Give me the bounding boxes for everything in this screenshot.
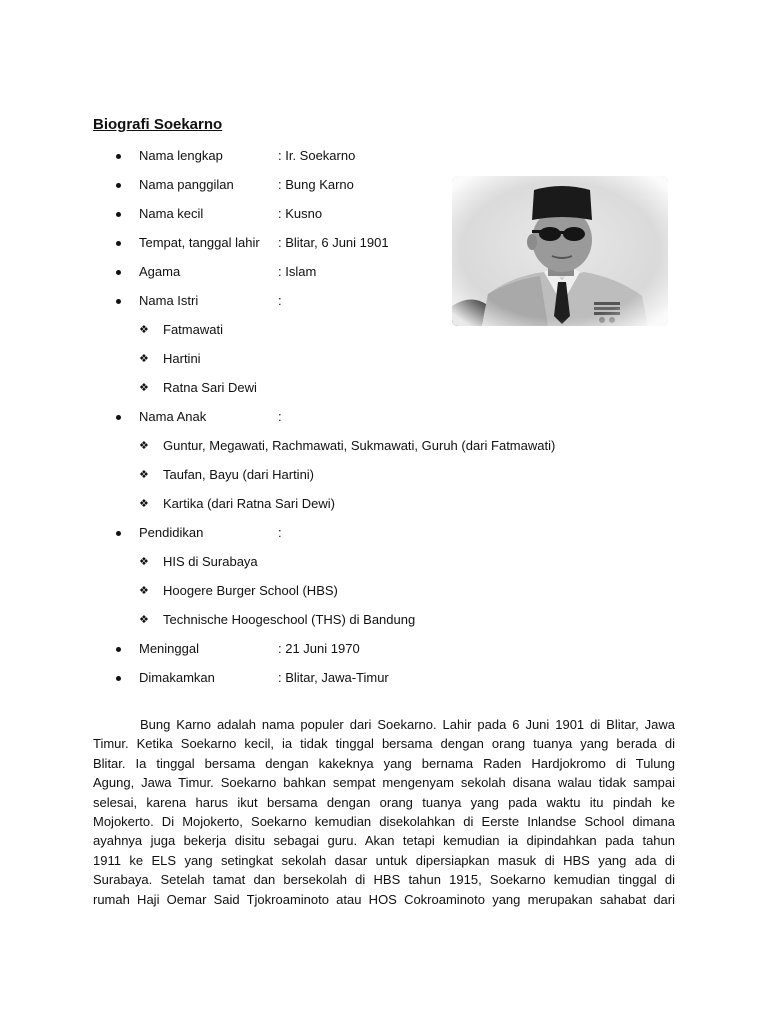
paragraph-line: ayahnya juga bekerja disitu sebagai guru. Akan tetapi kemudian ia dipindahkan pada tahun: [93, 833, 675, 849]
diamond-bullet-icon: ❖: [139, 440, 149, 452]
paragraph-line: Surabaya. Setelah tamat dan bersekolah di HBS tahun 1915, Soekarno kemudian tinggal di: [93, 872, 675, 888]
bullet-icon: [116, 647, 121, 652]
paragraph-line: selesai, karena harus ikut bersama dengan orang tuanya yang pada waktu itu pindah ke: [93, 794, 675, 810]
paragraph-line: Agung, Jawa Timur. Soekarno bahkan sempat mengenyam sekolah disana walau tidak sampai: [93, 775, 675, 791]
diamond-bullet-icon: ❖: [139, 556, 149, 568]
sub-item-text: Taufan, Bayu (dari Hartini): [163, 467, 315, 482]
bullet-icon: [116, 415, 121, 420]
item-label: Nama panggilan: [139, 177, 234, 192]
sub-item: [0, 465, 768, 485]
bullet-icon: [116, 241, 121, 246]
item-value: : Blitar, Jawa-Timur: [278, 670, 389, 685]
sub-item: [0, 494, 768, 514]
diamond-bullet-icon: ❖: [139, 324, 149, 336]
bullet-icon: [116, 183, 121, 188]
item-value: :: [278, 525, 282, 540]
body-paragraph: [93, 715, 675, 909]
item-label: Tempat, tanggal lahir: [139, 235, 260, 250]
item-label: Nama Anak: [139, 409, 207, 424]
item-row: [0, 407, 768, 427]
sub-item-text: Technische Hoogeschool (THS) di Bandung: [163, 612, 416, 627]
paragraph-line: Timur. Ketika Soekarno kecil, ia tidak tinggal bersama dengan orang tuanya yang berada di: [93, 736, 675, 752]
bullet-icon: [116, 299, 121, 304]
item-label: Dimakamkan: [139, 670, 215, 685]
sub-item: [0, 378, 768, 398]
bullet-icon: [116, 212, 121, 217]
sub-item-text: Fatmawati: [163, 322, 223, 337]
sub-item: [0, 552, 768, 572]
item-label: Meninggal: [139, 641, 199, 656]
paragraph-line: rumah Haji Oemar Said Tjokroaminoto atau HOS Cokroaminoto yang merupakan sahabat dari: [93, 891, 675, 907]
page-title: Biografi Soekarno: [93, 116, 223, 133]
item-row: [0, 639, 768, 659]
item-value: : Blitar, 6 Juni 1901: [278, 235, 389, 250]
paragraph-line: Blitar. Ia tinggal bersama dengan kakeknya yang bernama Raden Hardjokromo di Tulung: [93, 755, 675, 771]
portrait-photo: [452, 176, 668, 326]
sub-item: [0, 349, 768, 369]
item-value: :: [278, 409, 282, 424]
sub-item-text: HIS di Surabaya: [163, 554, 258, 569]
bullet-icon: [116, 154, 121, 159]
diamond-bullet-icon: ❖: [139, 469, 149, 481]
diamond-bullet-icon: ❖: [139, 382, 149, 394]
sub-item-text: Hartini: [163, 351, 201, 366]
sub-item: [0, 436, 768, 456]
item-label: Nama kecil: [139, 206, 204, 221]
item-value: : Bung Karno: [278, 177, 354, 192]
sub-item: [0, 581, 768, 601]
sub-item-text: Kartika (dari Ratna Sari Dewi): [163, 496, 335, 511]
diamond-bullet-icon: ❖: [139, 585, 149, 597]
item-label: Agama: [139, 264, 181, 279]
item-value: : Kusno: [278, 206, 323, 221]
item-label: Nama Istri: [139, 293, 199, 308]
item-label: Pendidikan: [139, 525, 204, 540]
sub-item-text: Ratna Sari Dewi: [163, 380, 257, 395]
item-row: [0, 523, 768, 543]
portrait-illustration: [452, 176, 668, 326]
paragraph-line: 1911 ke ELS yang setingkat sekolah dasar untuk dipersiapkan masuk di HBS yang ada di: [93, 852, 675, 868]
item-value: : Islam: [278, 264, 317, 279]
paragraph-line: Mojokerto. Di Mojokerto, Soekarno kemudian disekolahkan di Eerste Inlandse School dimana: [93, 813, 675, 829]
item-row: [0, 146, 768, 166]
item-value: : Ir. Soekarno: [278, 148, 356, 163]
diamond-bullet-icon: ❖: [139, 614, 149, 626]
bullet-icon: [116, 270, 121, 275]
item-row: [0, 668, 768, 688]
bullet-icon: [116, 531, 121, 536]
bullet-icon: [116, 676, 121, 681]
diamond-bullet-icon: ❖: [139, 353, 149, 365]
sub-item-text: Hoogere Burger School (HBS): [163, 583, 338, 598]
paragraph-line: Bung Karno adalah nama populer dari Soekarno. Lahir pada 6 Juni 1901 di Blitar, Jawa: [140, 717, 675, 732]
diamond-bullet-icon: ❖: [139, 498, 149, 510]
sub-item-text: Guntur, Megawati, Rachmawati, Sukmawati, Guruh (dari Fatmawati): [163, 438, 556, 453]
sub-item: [0, 610, 768, 630]
item-value: :: [278, 293, 282, 308]
item-value: : 21 Juni 1970: [278, 641, 360, 656]
item-label: Nama lengkap: [139, 148, 223, 163]
